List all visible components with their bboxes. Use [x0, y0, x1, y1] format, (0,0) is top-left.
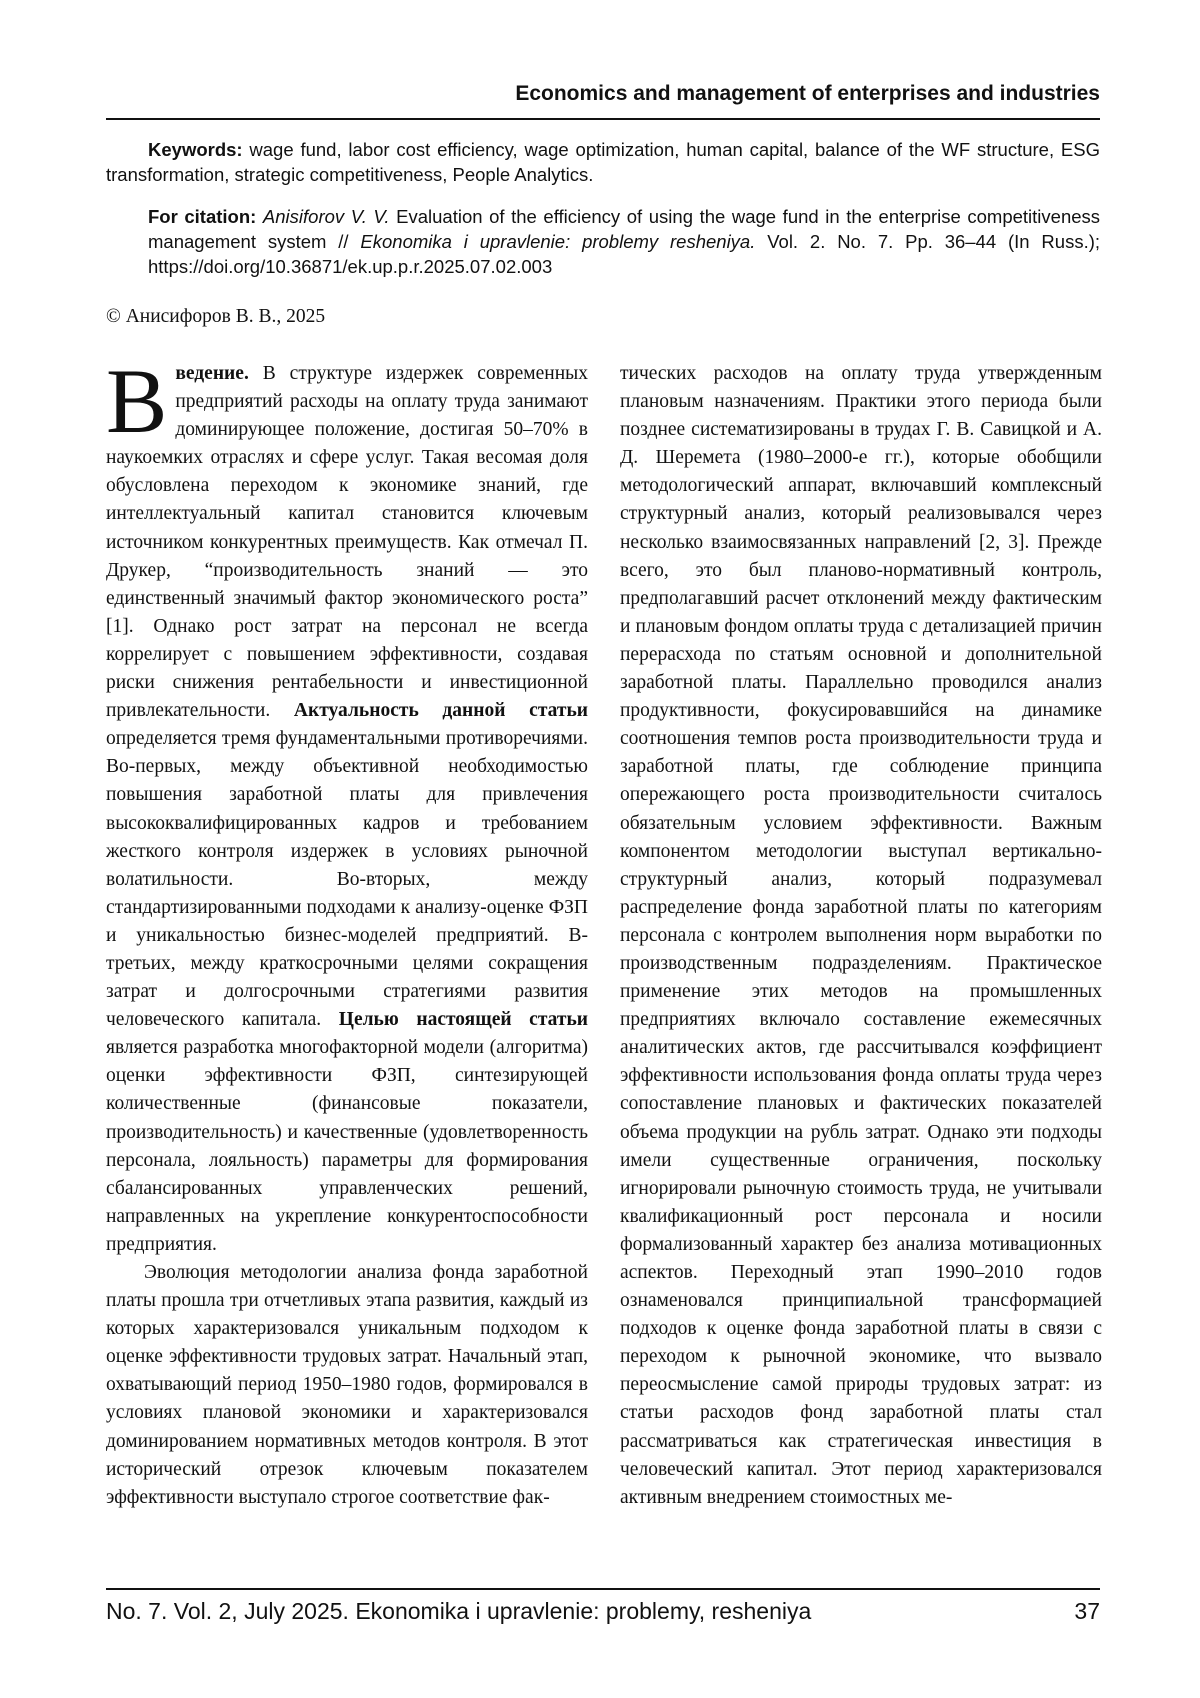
- keywords-text: wage fund, labor cost efficiency, wage optimization, human capital, balance of the WF structure, ESG transformation, strategic competitiveness, People Analytics.: [106, 139, 1100, 185]
- page-number: 37: [1074, 1598, 1100, 1625]
- evolution-paragraph: Эволюция методологии анализа фонда заработной платы прошла три отчетливых этапа развития, каждый из которых характеризовался уникальным подходом к оценке эффективности трудовых затрат. Начальный этап, охватывающий период 1950–1980 годов, формировался в условиях плановой экономики и характеризовался доминированием нормативных методов контроля. В этот исторический отрезок ключевым показателем эффективности выступало строгое соответствие фак-: [106, 1259, 588, 1512]
- footer: [106, 1598, 1100, 1625]
- left-column: [106, 360, 588, 1512]
- intro-paragraph: В ведение. В структуре издержек современных предприятий расходы на оплату труда занимают доминирующее положение, достигая 50–70% в наукоемких отраслях и сфере услуг. Такая весомая доля обусловлена переходом к экономике знаний, где интеллектуальный капитал становится ключевым источником конкурентных преимуществ. Как отмечал П. Друкер, “производительность знаний — это единственный значимый фактор экономического роста” [1]. Однако рост затрат на персонал не всегда коррелирует с повышением эффективности, создавая риски снижения рентабельности и инвестиционной привлекательности. Актуальность данной статьи определяется тремя фундаментальными противоречиями. Во-первых, между объективной необходимостью повышения заработной платы для привлечения высококвалифицированных кадров и требованием жесткого контроля издержек в условиях рыночной волатильности. Во-вторых, между стандартизированными подходами к анализу-оценке ФЗП и уникальностью бизнес-моделей предприятий. В-третьих, между краткосрочными целями сокращения затрат и долгосрочными стратегиями развития человеческого капитала. Целью настоящей статьи является разработка многофакторной модели (алгоритма) оценки эффективности ФЗП, синтезирующей количественные (финансовые показатели, производительность) и качественные (удовлетворенность персонала, лояльность) параметры для формирования сбалансированных управленческих решений, направленных на укрепление конкурентоспособности предприятия.: [106, 360, 588, 1259]
- footer-rule: [106, 1588, 1100, 1590]
- continuation-paragraph: тических расходов на оплату труда утвержденным плановым назначениям. Практики этого периода были позднее систематизированы в трудах Г. В. Савицкой и А. Д. Шеремета (1980–2000-е гг.), которые обобщили методологический аппарат, включавший комплексный структурный анализ, который реализовывался через несколько взаимосвязанных направлений [2, 3]. Прежде всего, это был планово-нормативный контроль, предполагавший расчет отклонений между фактическим и плановым фондом оплаты труда с детализацией причин перерасхода по статьям основной и дополнительной заработной платы. Параллельно проводился анализ продуктивности, фокусировавшийся на динамике соотношения темпов роста производительности труда и заработной платы, где соблюдение принципа опережающего роста производительности считалось обязательным условием эффективности. Важным компонентом методологии выступал вертикально-структурный анализ, который подразумевал распределение фонда заработной платы по категориям персонала с контролем выполнения норм выработки по производственным подразделениям. Практическое применение этих методов на промышленных предприятиях включало составление ежемесячных аналитических актов, где рассчитывался коэффициент эффективности использования фонда оплаты труда через сопоставление плановых и фактических показателей объема продукции на рубль затрат. Однако эти подходы имели существенные ограничения, поскольку игнорировали рыночную стоимость труда, не учитывали квалификационный рост персонала и носили формализованный характер без анализа мотивационных аспектов. Переходный этап 1990–2010 годов ознаменовался принципиальной трансформацией подходов к оценке фонда заработной платы в связи с переходом к рыночной экономике, что вызвало переосмысление самой природы трудовых затрат: из статьи расходов фонд заработной платы стал рассматриваться как стратегическая инвестиция в человеческий капитал. Этот период характеризовался активным внедрением стоимостных ме-: [620, 360, 1102, 1512]
- drop-cap: В: [106, 362, 167, 440]
- copyright: © Анисифоров В. В., 2025: [106, 306, 325, 328]
- intro-heading: ведение.: [175, 363, 248, 384]
- citation-label: For citation:: [148, 206, 256, 227]
- citation-block: [106, 204, 1100, 279]
- citation-journal: Ekonomika i upravlenie: problemy resheniya.: [360, 231, 755, 252]
- relevance-heading: Актуальность данной статьи: [294, 700, 588, 721]
- citation-details: Vol. 2. No. 7. Pp. 36–44 (In Russ.); https://doi.org/10.36871/ek.up.p.r.2025.07.02.003: [148, 231, 1100, 277]
- right-column: [620, 360, 1102, 1512]
- header-rule: [106, 118, 1100, 120]
- citation-text: Evaluation of the efficiency of using the wage fund in the enterprise competitiveness management system //: [148, 206, 1100, 252]
- keywords-label: Keywords:: [148, 139, 243, 160]
- running-header: Economics and management of enterprises and industries: [106, 82, 1100, 106]
- footer-journal: No. 7. Vol. 2, July 2025. Ekonomika i upravlenie: problemy, resheniya: [106, 1598, 811, 1624]
- keywords-block: [106, 137, 1100, 187]
- citation-author: Anisiforov V. V.: [263, 206, 390, 227]
- goal-heading: Целью настоящей статьи: [339, 1009, 588, 1030]
